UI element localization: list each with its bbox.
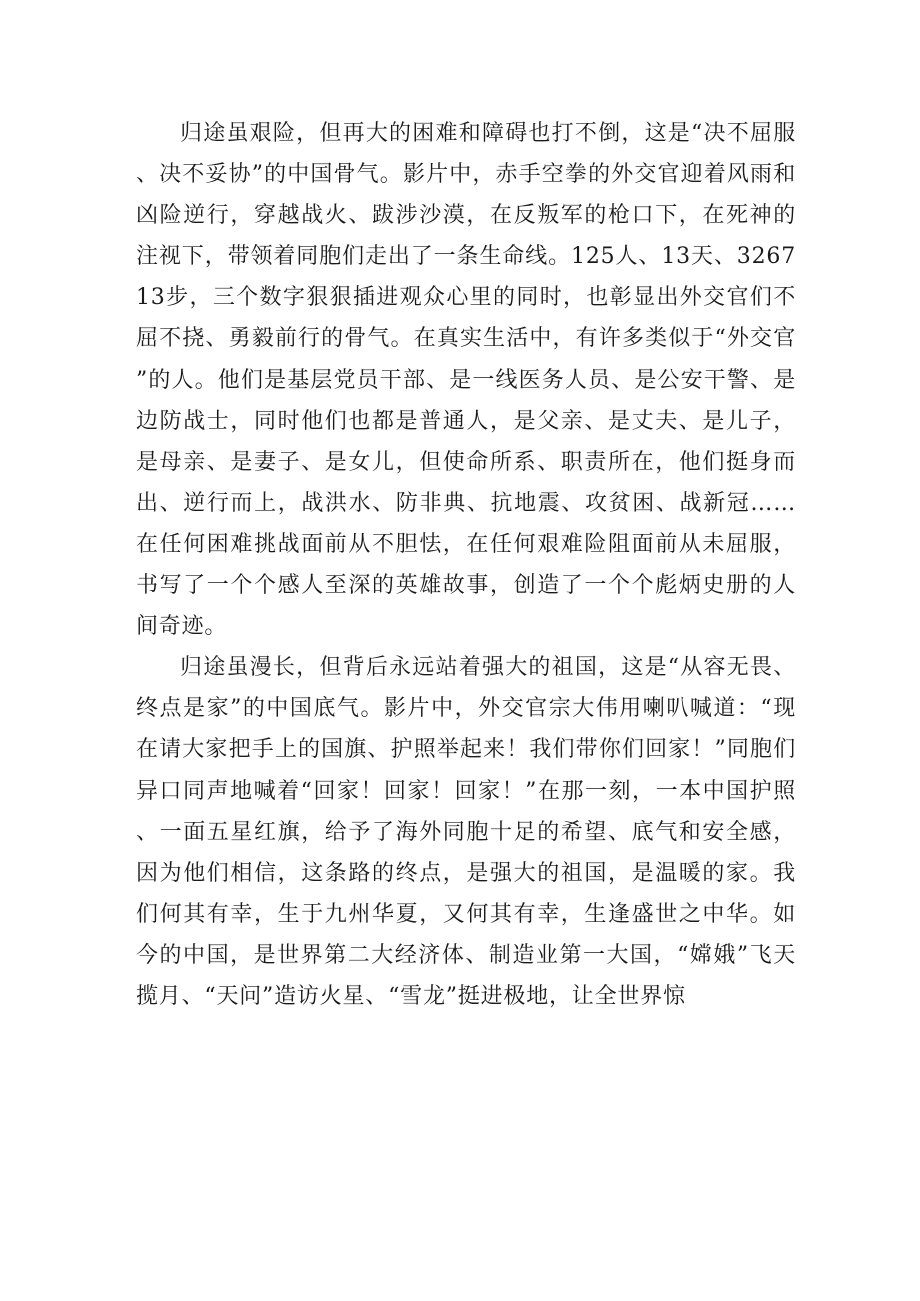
document-body — [136, 113, 796, 1017]
paragraph-1: 归途虽艰险，但再大的困难和障碍也打不倒，这是“决不屈服、决不妥协”的中国骨气。影片中，赤手空拳的外交官迎着风雨和凶险逆行，穿越战火、跋涉沙漠，在反叛军的枪口下，在死神的注视下，带领着同胞们走出了一条生命线。125人、13天、326713步，三个数字狠狠插进观众心里的同时，也彰显出外交官们不屈不挠、勇毅前行的骨气。在真实生活中，有许多类似于“外交官”的人。他们是基层党员干部、是一线医务人员、是公安干警、是边防战士，同时他们也都是普通人，是父亲、是丈夫、是儿子，是母亲、是妻子、是女儿，但使命所系、职责所在，他们挺身而出、逆行而上，战洪水、防非典、抗地震、攻贫困、战新冠……在任何困难挑战面前从不胆怯，在任何艰难险阻面前从未屈服，书写了一个个感人至深的英雄故事，创造了一个个彪炳史册的人间奇迹。 — [136, 121, 796, 640]
paragraph-2: 归途虽漫长，但背后永远站着强大的祖国，这是“从容无畏、终点是家”的中国底气。影片中，外交官宗大伟用喇叭喊道：“现在请大家把手上的国旗、护照举起来！我们带你们回家！”同胞们异口同声地喊着“回家！回家！回家！”在那一刻，一本中国护照、一面五星红旗，给予了海外同胞十足的希望、底气和安全感，因为他们相信，这条路的终点，是强大的祖国，是温暖的家。我们何其有幸，生于九州华夏，又何其有幸，生逢盛世之中华。如今的中国，是世界第二大经济体、制造业第一大国，“嫦娥”飞天揽月、“天问”造访火星、“雪龙”挺进极地，让全世界惊 — [136, 655, 796, 1009]
